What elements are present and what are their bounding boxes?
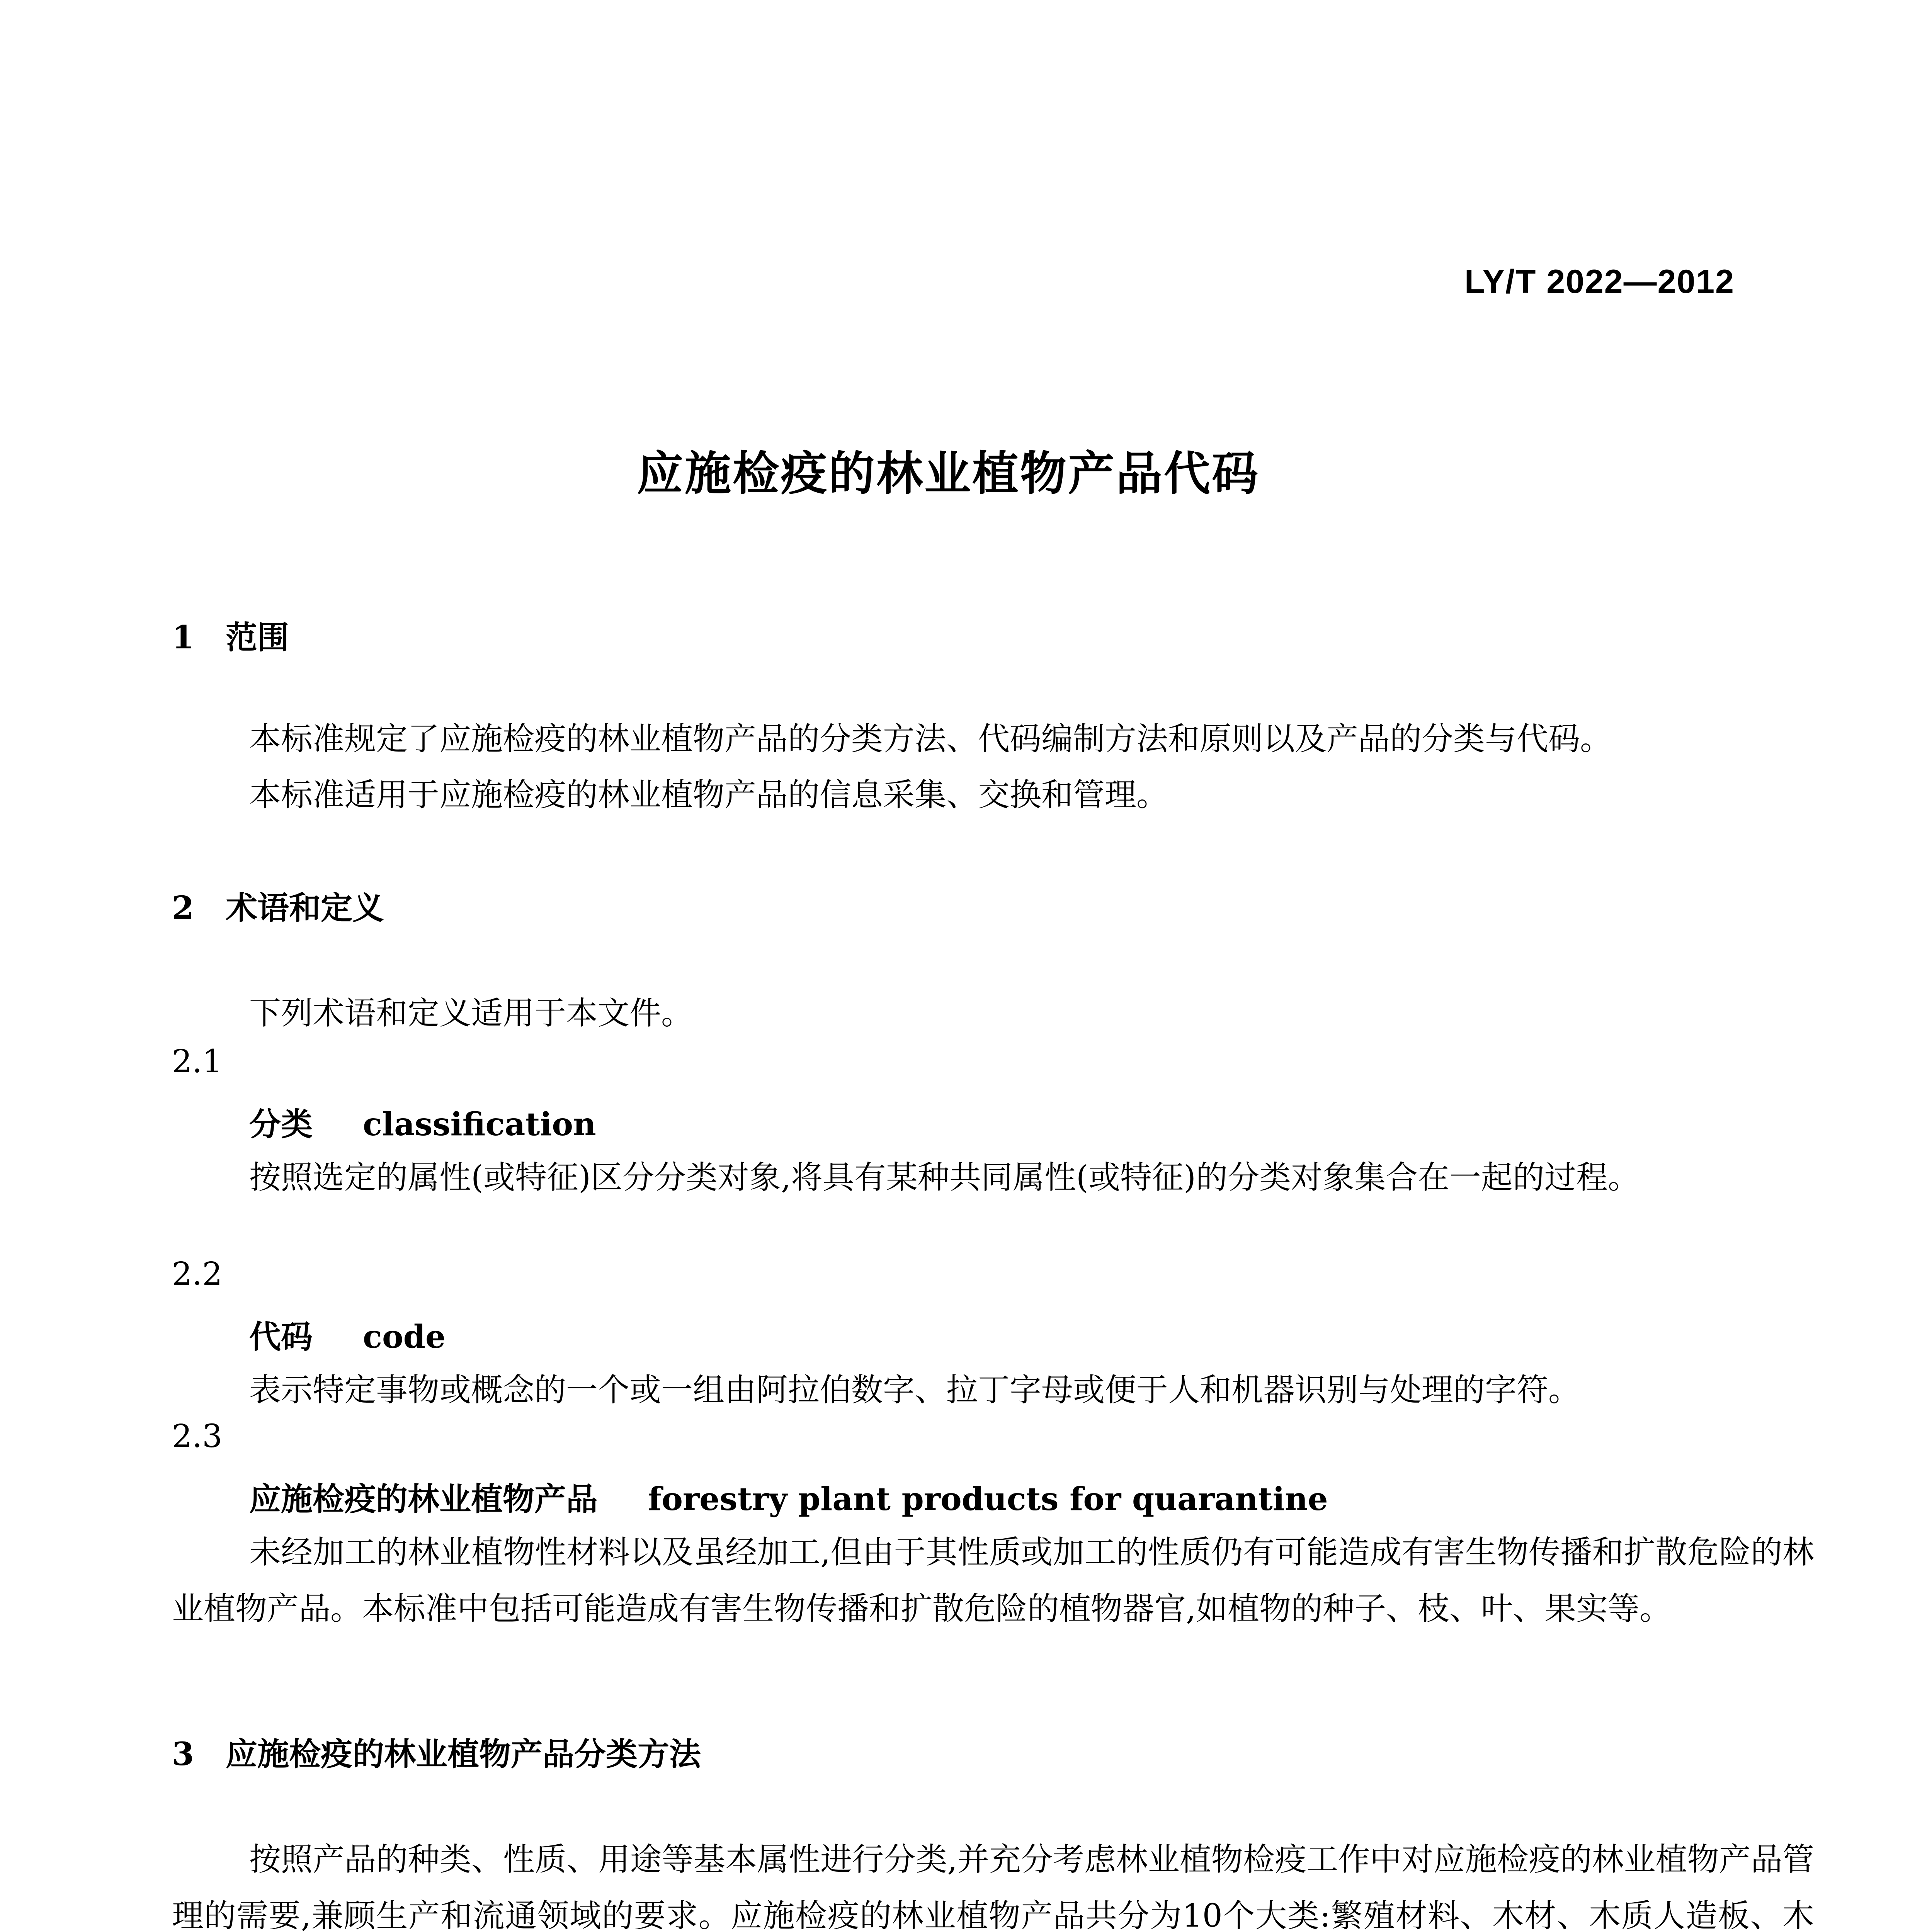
term-2-2-en: code <box>363 1318 446 1355</box>
standard-number: LY/T 2022—2012 <box>1464 263 1735 300</box>
section-2-heading: 2 术语和定义 <box>172 889 384 927</box>
section-1-heading: 1 范围 <box>172 619 289 656</box>
section-2-intro: 下列术语和定义适用于本文件。 <box>249 995 693 1032</box>
section-3-paragraph-1: 按照产品的种类、性质、用途等基本属性进行分类,并充分考虑林业植物检疫工作中对应施检疫的林业植物产品管理的需要,兼顾生产和流通领域的要求。应施检疫的林业植物产品共分为10个大类:繁殖材料、木材、木质人造板、木 <box>172 1841 1814 1932</box>
term-2-2-number: 2.2 <box>172 1256 223 1293</box>
term-2-2-definition: 表示特定事物或概念的一个或一组由阿拉伯数字、拉丁字母或便于人和机器识别与处理的字符。 <box>249 1372 1580 1408</box>
document-title: 应施检疫的林业植物产品代码 <box>637 446 1260 501</box>
term-2-1-number: 2.1 <box>172 1043 223 1080</box>
term-2-3-number: 2.3 <box>172 1418 223 1455</box>
section-1-paragraph-2: 本标准适用于应施检疫的林业植物产品的信息采集、交换和管理。 <box>249 777 1168 813</box>
section-3-heading: 3 应施检疫的林业植物产品分类方法 <box>172 1736 701 1773</box>
term-2-1-en: classification <box>363 1106 596 1143</box>
section-1-paragraph-1: 本标准规定了应施检疫的林业植物产品的分类方法、代码编制方法和原则以及产品的分类与代码。 <box>249 721 1612 757</box>
term-2-3-cn: 应施检疫的林业植物产品 <box>249 1481 598 1518</box>
term-2-3-en: forestry plant products for quarantine <box>648 1481 1328 1518</box>
term-2-3-definition: 未经加工的林业植物性材料以及虽经加工,但由于其性质或加工的性质仍有可能造成有害生物传播和扩散危险的林业植物产品。本标准中包括可能造成有害生物传播和扩散危险的植物器官,如植物的种子、枝、叶、果实等。 <box>172 1534 1814 1627</box>
term-2-1-definition: 按照选定的属性(或特征)区分分类对象,将具有某种共同属性(或特征)的分类对象集合在一起的过程。 <box>249 1159 1640 1196</box>
term-2-1-cn: 分类 <box>249 1106 313 1143</box>
term-2-2-cn: 代码 <box>249 1318 313 1355</box>
